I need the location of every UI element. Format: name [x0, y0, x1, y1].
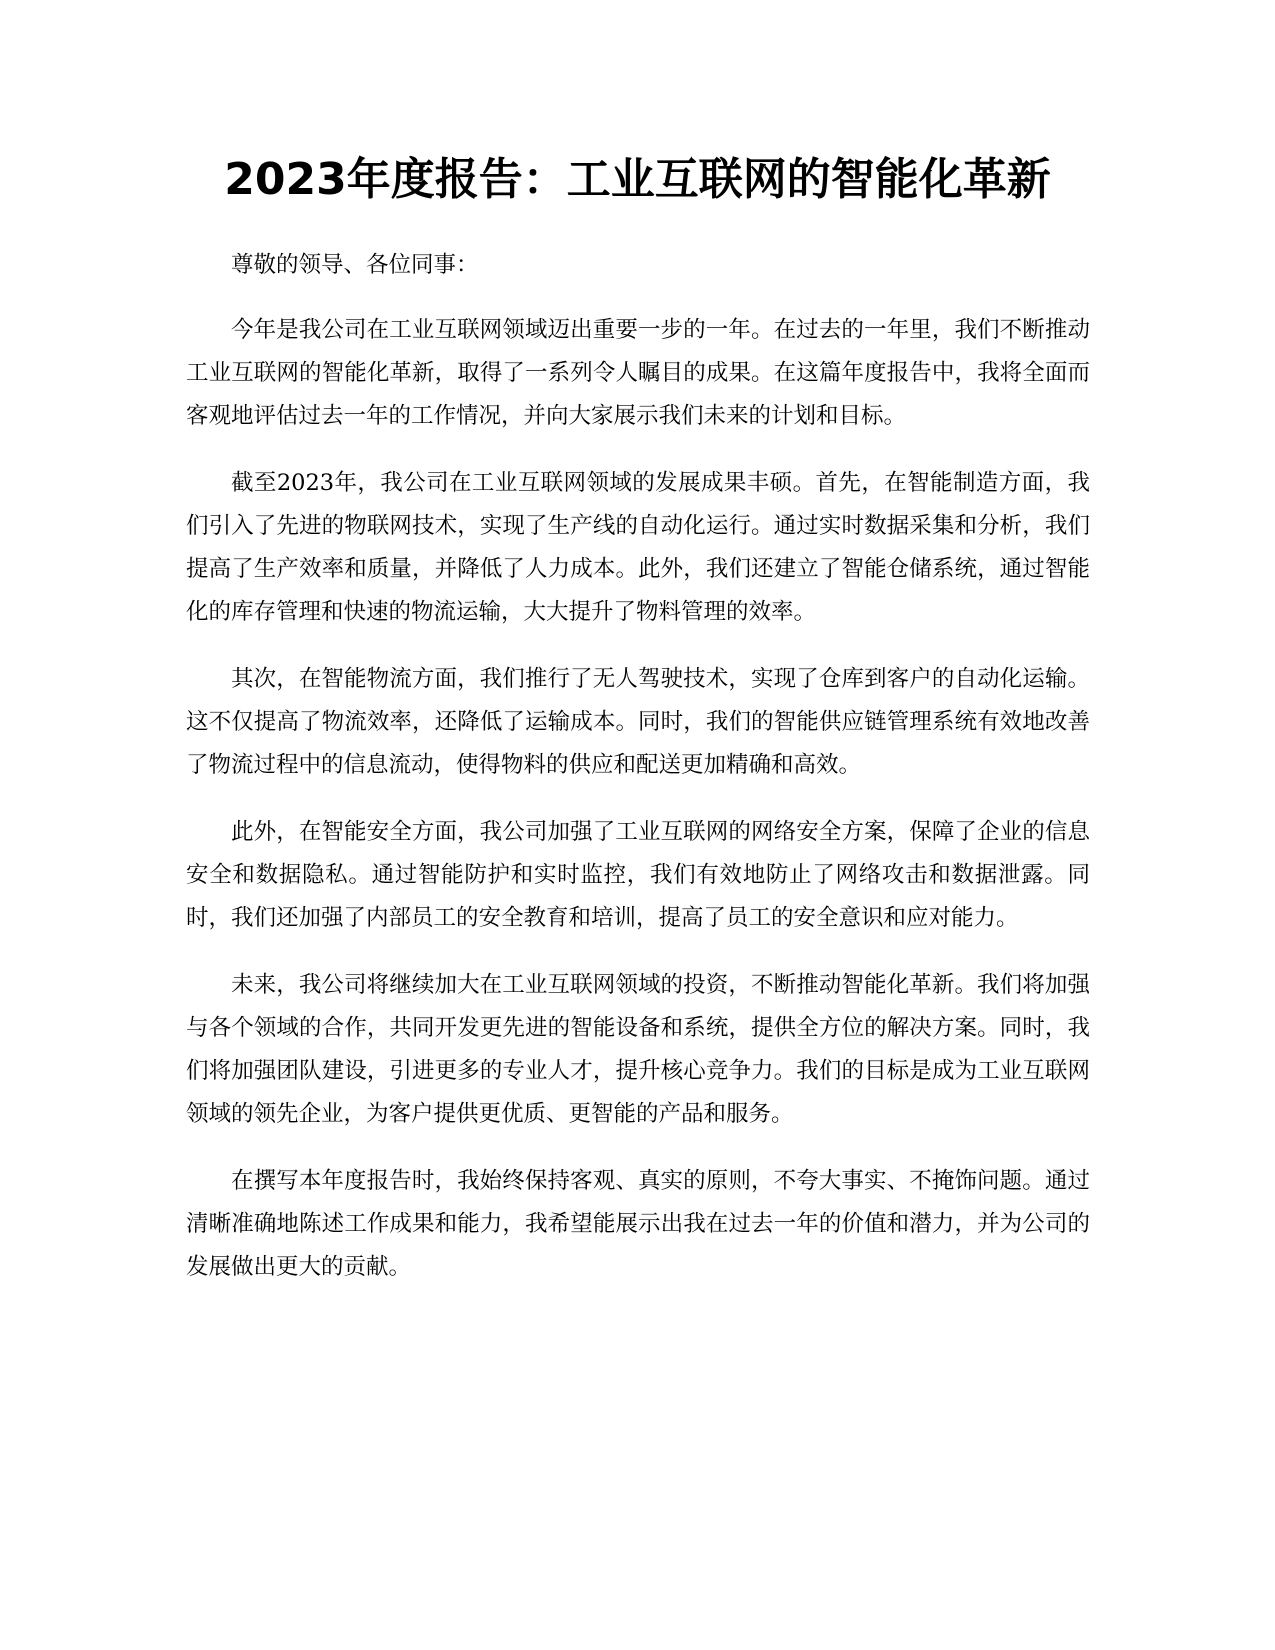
intro-paragraph: 今年是我公司在工业互联网领域迈出重要一步的一年。在过去的一年里，我们不断推动工业互联网的智能化革新，取得了一系列令人瞩目的成果。在这篇年度报告中，我将全面而客观地评估过去一年的工作情况，并向大家展示我们未来的计划和目标。 [186, 317, 1090, 429]
security-paragraph: 此外，在智能安全方面，我公司加强了工业互联网的网络安全方案，保障了企业的信息安全和数据隐私。通过智能防护和实时监控，我们有效地防止了网络攻击和数据泄露。同时，我们还加强了内部员工的安全教育和培训，提高了员工的安全意识和应对能力。 [186, 819, 1090, 931]
greeting-paragraph: 尊敬的领导、各位同事： [231, 252, 479, 278]
future-plans-paragraph: 未来，我公司将继续加大在工业互联网领域的投资，不断推动智能化革新。我们将加强与各个领域的合作，共同开发更先进的智能设备和系统，提供全方位的解决方案。同时，我们将加强团队建设，引进更多的专业人才，提升核心竞争力。我们的目标是成为工业互联网领域的领先企业，为客户提供更优质、更智能的产品和服务。 [186, 972, 1090, 1127]
manufacturing-paragraph: 截至2023年，我公司在工业互联网领域的发展成果丰硕。首先，在智能制造方面，我们引入了先进的物联网技术，实现了生产线的自动化运行。通过实时数据采集和分析，我们提高了生产效率和质量，并降低了人力成本。此外，我们还建立了智能仓储系统，通过智能化的库存管理和快速的物流运输，大大提升了物料管理的效率。 [186, 470, 1090, 625]
closing-paragraph: 在撰写本年度报告时，我始终保持客观、真实的原则，不夸大事实、不掩饰问题。通过清晰准确地陈述工作成果和能力，我希望能展示出我在过去一年的价值和潜力，并为公司的发展做出更大的贡献。 [186, 1168, 1090, 1280]
document-title: 2023年度报告：工业互联网的智能化革新 [224, 154, 1051, 205]
logistics-paragraph: 其次，在智能物流方面，我们推行了无人驾驶技术，实现了仓库到客户的自动化运输。这不仅提高了物流效率，还降低了运输成本。同时，我们的智能供应链管理系统有效地改善了物流过程中的信息流动，使得物料的供应和配送更加精确和高效。 [186, 666, 1090, 778]
document-body [186, 244, 1090, 1313]
